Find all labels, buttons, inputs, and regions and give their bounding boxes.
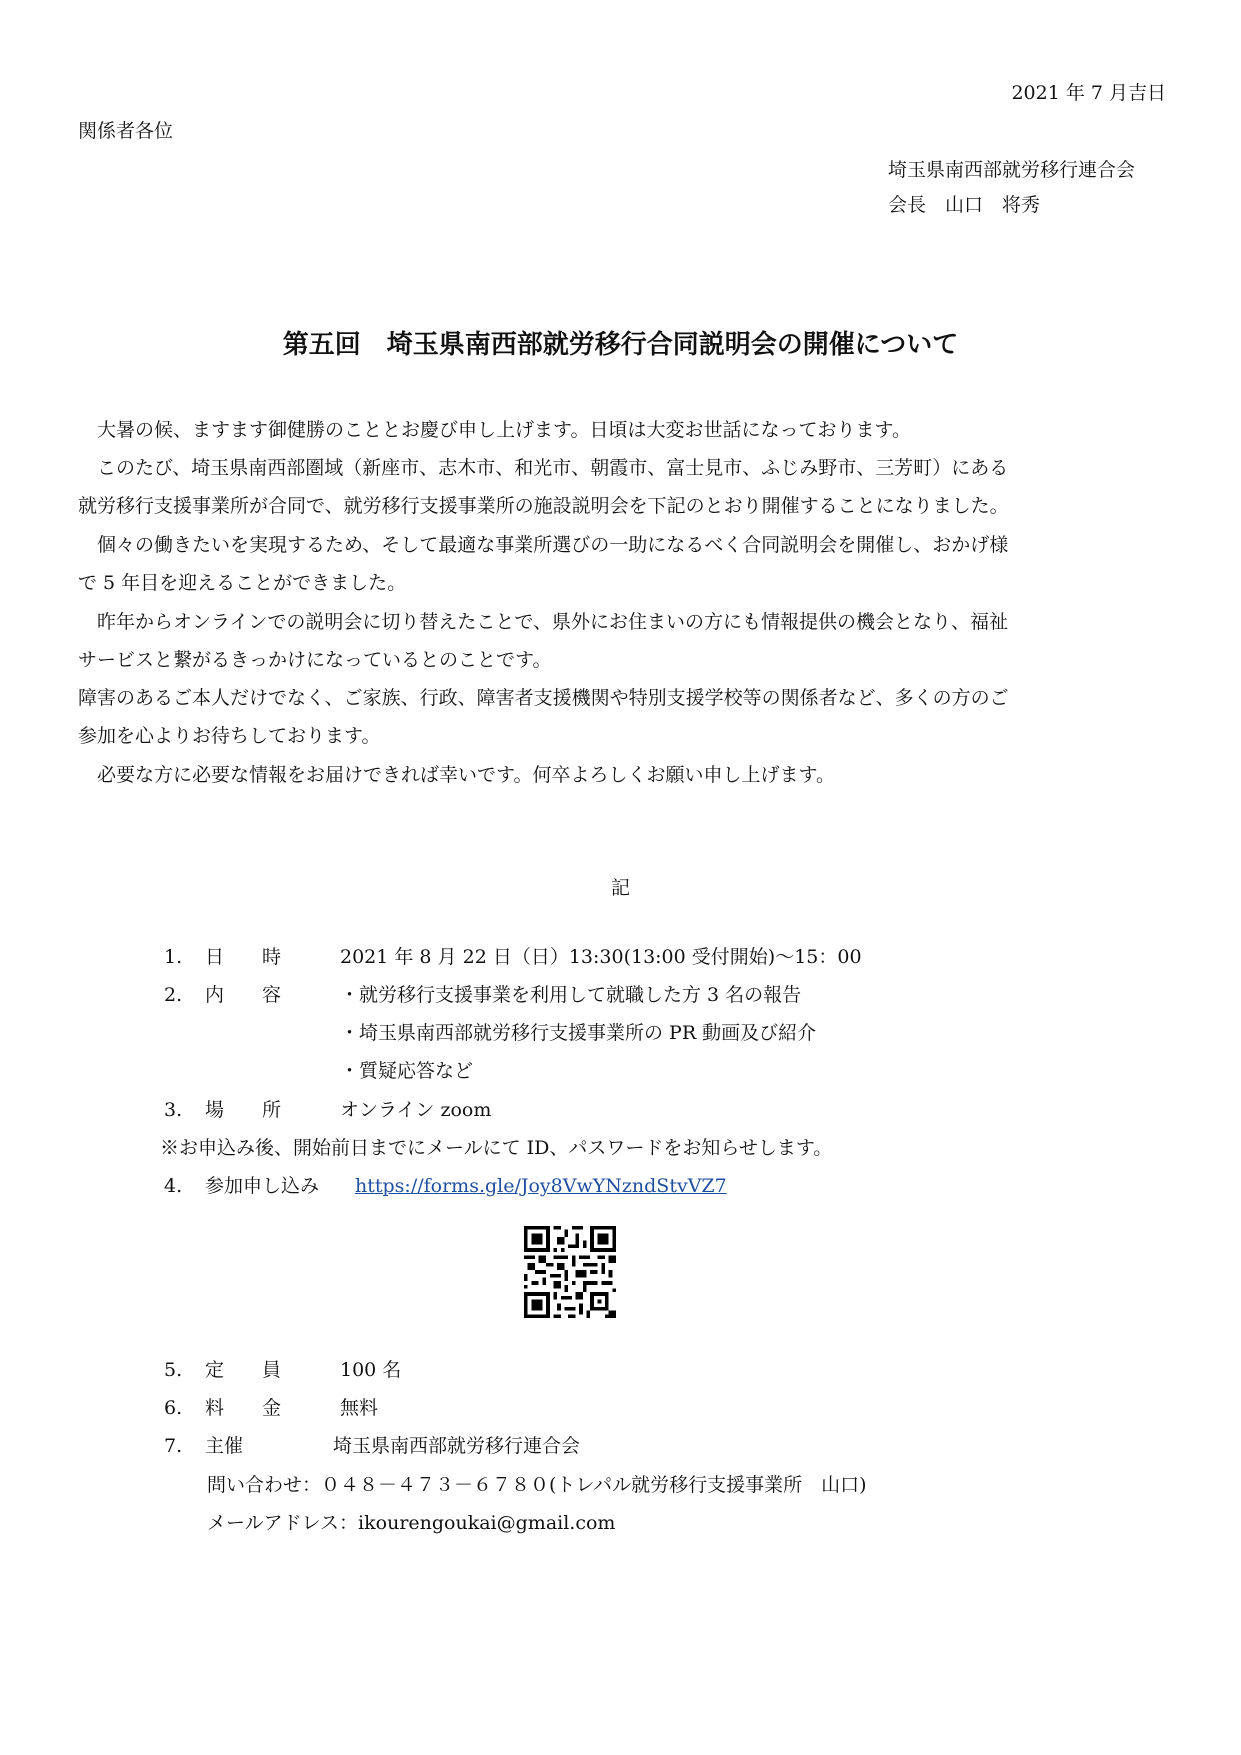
body-line: サービスと繋がるきっかけになっているとのことです。 [78,649,552,671]
item-label-content: 内 容 [205,984,282,1006]
body-line: で 5 年目を迎えることができました。 [78,572,407,594]
body-line: 昨年からオンラインでの説明会に切り替えたことで、県外にお住まいの方にも情報提供の機会となり、福祉 [97,611,1009,633]
item-number: 3. [164,1099,183,1121]
item-label-datetime: 日 時 [205,946,282,968]
item-label-fee: 料 金 [205,1397,282,1419]
document-title: 第五回 埼玉県南西部就労移行合同説明会の開催について [282,330,959,360]
item-value-content-line: ・就労移行支援事業を利用して就職した方 3 名の報告 [340,984,802,1006]
body-line: 必要な方に必要な情報をお届けできれば幸いです。何卒よろしくお願い申し上げます。 [97,764,835,786]
body-line: このたび、埼玉県南西部圏域（新座市、志木市、和光市、朝霞市、富士見市、ふじみ野市、三芳町）にある [97,457,1009,479]
item-number: 6. [164,1397,183,1419]
contact-phone: 問い合わせ：０４８－４７３－６７８０(トレパル就労移行支援事業所 山口) [207,1474,867,1496]
item-label-host: 主催 [205,1435,244,1457]
item-value-fee: 無料 [340,1397,379,1419]
item-number: 4. [164,1175,183,1197]
item-label-place: 場 所 [205,1099,282,1121]
qr-code-icon [524,1226,616,1318]
apply-form-link[interactable]: https://forms.gle/Joy8VwYNzndStvVZ7 [355,1175,727,1197]
ki-heading: 記 [610,877,630,899]
sender-organization: 埼玉県南西部就労移行連合会 [888,159,1136,181]
item-value-datetime: 2021 年 8 月 22 日（日）13:30(13:00 受付開始)～15：00 [340,946,862,968]
login-note: ※お申込み後、開始前日までにメールにて ID、パスワードをお知らせします。 [160,1137,833,1159]
item-value-content-line: ・質疑応答など [340,1060,474,1082]
item-value-host: 埼玉県南西部就労移行連合会 [333,1435,581,1457]
body-line: 個々の働きたいを実現するため、そして最適な事業所選びの一助になるべく合同説明会を開催し、おかげ様 [97,534,1009,556]
body-line: 参加を心よりお待ちしております。 [78,725,381,747]
issue-date: 2021 年 7 月吉日 [1011,82,1166,104]
item-number: 7. [164,1435,183,1457]
addressee: 関係者各位 [78,120,174,142]
item-value-capacity: 100 名 [340,1359,402,1381]
item-value-place: オンライン zoom [340,1099,492,1121]
body-line: 障害のあるご本人だけでなく、ご家族、行政、障害者支援機関や特別支援学校等の関係者など、多くの方のご [78,687,1009,709]
item-number: 1. [164,946,183,968]
body-line: 大暑の候、ますます御健勝のこととお慶び申し上げます。日頃は大変お世話になっております。 [97,419,911,441]
contact-email: メールアドレス：ikourengoukai@gmail.com [207,1512,616,1534]
body-line: 就労移行支援事業所が合同で、就労移行支援事業所の施設説明会を下記のとおり開催することになりました。 [78,495,1009,517]
item-label-apply: 参加申し込み [205,1175,320,1197]
sender-chair: 会長 山口 将秀 [888,194,1041,216]
item-label-capacity: 定 員 [205,1359,282,1381]
item-number: 2. [164,984,183,1006]
item-value-content-line: ・埼玉県南西部就労移行支援事業所の PR 動画及び紹介 [340,1022,817,1044]
item-number: 5. [164,1359,183,1381]
